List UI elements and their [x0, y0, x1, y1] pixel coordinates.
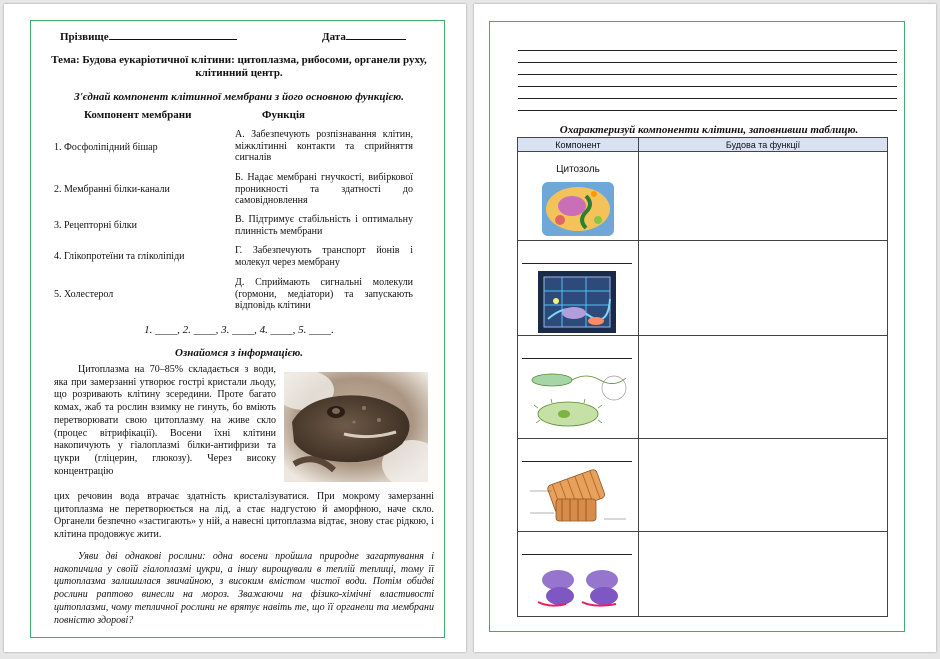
date-label: Дата — [322, 31, 346, 43]
table-header-structure: Будова та функції — [639, 138, 888, 152]
component-blank-3[interactable] — [522, 358, 632, 359]
col-component-heading: Компонент мембрани — [84, 109, 192, 121]
frog-photo — [284, 372, 428, 482]
answer-line-6[interactable] — [518, 110, 897, 111]
cytosol-illustration — [542, 182, 614, 236]
table-row — [518, 241, 888, 336]
table-row — [518, 152, 888, 241]
ribosome-illustration — [536, 564, 628, 612]
info-paragraph-2: цих речовин вода втрачає здатність кристалізуватися. При мокрому замерзанні цитоплазма не перетворюється на лід, а стає надгустою й аморфною, наче скло. Органели безпечно «застигають» у ній, а навесні цитоплазма відтає, знову стає рідкою, і клітина продовжує жити. — [54, 491, 434, 541]
components-table — [517, 137, 888, 617]
component-blank-5[interactable] — [522, 554, 632, 555]
table-task-heading: Охарактеризуй компоненти клітини, заповнивши таблицю. — [559, 124, 859, 136]
centriole-illustration — [526, 469, 632, 527]
answer-cell-3[interactable] — [639, 336, 888, 439]
function-b: Б. Надає мембрані гнучкості, вибіркової проникності та здатності до самовідновлення — [235, 172, 413, 206]
worksheet-page-left — [4, 4, 466, 652]
answer-line-1[interactable] — [518, 50, 897, 51]
component-cell-4 — [518, 439, 639, 532]
component-blank-4[interactable] — [522, 461, 632, 462]
worksheet-page-right — [474, 4, 936, 652]
surname-label: Прізвище — [60, 31, 109, 43]
answer-line-4[interactable] — [518, 86, 897, 87]
component-2: 2. Мембранні білки-канали — [54, 184, 170, 195]
component-3: 3. Рецепторні білки — [54, 220, 137, 231]
component-blank-2[interactable] — [522, 263, 632, 264]
info-paragraph-1: Цитоплазма на 70–85% складається з води, яка при замерзанні утворює гострі кристали льоду, що розривають клітину зсередини. Проте багато комах, жаб та рослин взимку не гинуть, бо вміють перетворювати свою цитоплазму на живе скло (процес вітрифікації). Восени їхні клітини накопичують у гіалоплазмі білки-антифризи та цукри (гліцерин, глюкозу). Через високу концентрацію — [54, 364, 276, 477]
answer-line-2[interactable] — [518, 62, 897, 63]
cytosol-label: Цитозоль — [556, 164, 600, 175]
date-field — [322, 29, 406, 44]
cytoskeleton-illustration — [538, 271, 616, 333]
component-cell-3 — [518, 336, 639, 439]
table-row — [518, 439, 888, 532]
date-blank[interactable] — [346, 29, 406, 40]
component-cell-2 — [518, 241, 639, 336]
surname-blank[interactable] — [109, 29, 237, 40]
col-function-heading: Функція — [262, 109, 305, 121]
function-a: А. Забезпечують розпізнавання клітин, міжклітинні контакти та сприйняття сигналів — [235, 129, 413, 163]
surname-field — [60, 29, 237, 44]
topic-title: Тема: Будова еукаріотичної клітини: цитоплазма, рибосоми, органели руху, клітинний центр. — [51, 54, 427, 79]
answer-cell-5[interactable] — [639, 532, 888, 617]
component-cell-cytosol — [518, 152, 639, 241]
answer-line[interactable]: 1. ____, 2. ____, 3. ____, 4. ____, 5. ____. — [144, 324, 334, 336]
answer-cell-1[interactable] — [639, 152, 888, 241]
table-row — [518, 532, 888, 617]
function-d: Г. Забезпечують транспорт йонів і молекул через мембрану — [235, 245, 413, 268]
component-cell-5 — [518, 532, 639, 617]
flagella-cilia-illustration — [526, 368, 632, 432]
function-e: Д. Сприймають сигнальні молекули (гормони, медіатори) та запускають відповідь клітини — [235, 277, 413, 311]
answer-cell-2[interactable] — [639, 241, 888, 336]
table-header-component: Компонент — [518, 138, 639, 152]
info-heading: Ознайомся з інформацією. — [175, 347, 303, 359]
function-c: В. Підтримує стабільність і оптимальну плинність мембрани — [235, 214, 413, 237]
table-row — [518, 336, 888, 439]
component-5: 5. Холестерол — [54, 289, 114, 300]
answer-line-5[interactable] — [518, 98, 897, 99]
match-task-heading: З'єднай компонент клітинної мембрани з його основною функцією. — [74, 91, 404, 103]
question-paragraph: Уяви дві однакові рослини: одна восени пройшла природне загартування і накопичила у своїй гіалоплазмі цукри, а іншу вирощували в теплій теплиці, тому її цитоплазма залишилася звичайною, з високим вмістом чистої води. Потім обидві рослини раптово винесли на мороз. Зважаючи на фізико-хімічні властивості цитоплазми, чому тепличної рослини не врятує навіть те, що її органели та мембрани повністю здорові? — [54, 551, 434, 626]
answer-line-3[interactable] — [518, 74, 897, 75]
component-1: 1. Фосфоліпідний бішар — [54, 142, 158, 153]
answer-cell-4[interactable] — [639, 439, 888, 532]
component-4: 4. Глікопротеїни та гліколіпіди — [54, 251, 185, 262]
